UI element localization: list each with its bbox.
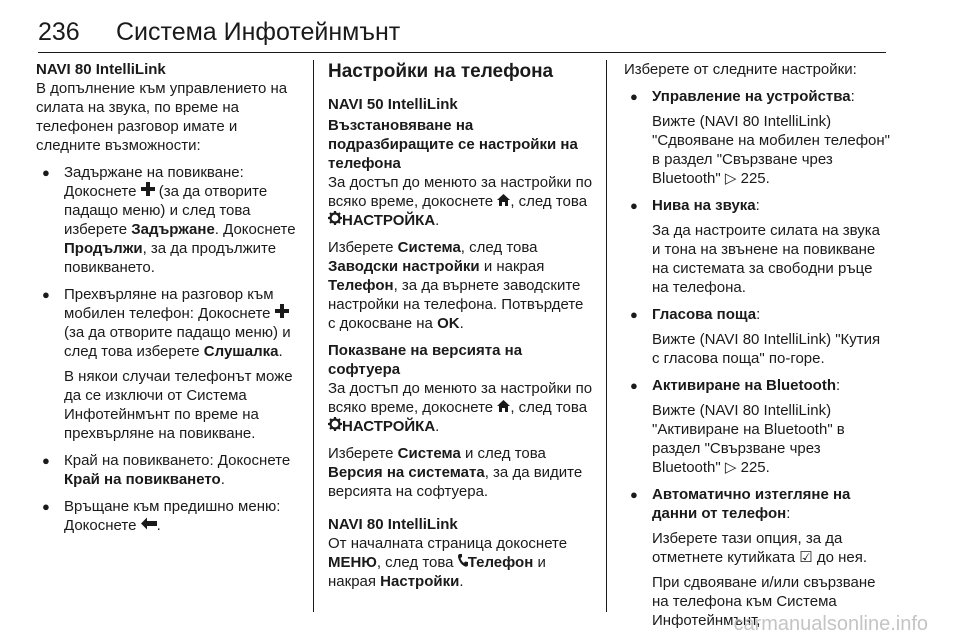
paragraph: Изберете Система и след това Версия на системата, за да видите версията на софтуера. (328, 445, 583, 500)
page-number: 236 (38, 18, 80, 46)
page-ref-icon: ▷ (724, 459, 737, 476)
back-arrow-icon (141, 517, 157, 530)
section-title: Настройки на телефона (328, 61, 554, 82)
settings-list (624, 87, 890, 630)
watermark: carmanualsonline.info (733, 613, 928, 635)
header-rule (38, 52, 886, 53)
note-text: В някои случаи телефонът може да се изключи от Система Инфотейнмънт по време на прехвърляне на повикване. (64, 368, 293, 442)
paragraph: За достъп до менюто за настройки по всяко време, докоснете , след това НАСТРОЙКА. (328, 174, 593, 229)
plus-icon (275, 304, 289, 318)
column-2 (328, 60, 594, 599)
list-item: ● Нива на звука: За да настроите силата на звука и тона на звънене на повикване на системата за свободни ръце на телефона. (624, 196, 890, 297)
home-icon (497, 194, 510, 206)
list-item: ● Задържане на повикване: Докоснете (за да отворите падащо меню) и след това изберете Задържане. Докоснете Продължи, за да продължите повикването. (36, 163, 302, 277)
bullet-list (36, 163, 302, 535)
subheading: NAVI 50 IntelliLink (328, 96, 458, 113)
page-ref-icon: ▷ (724, 170, 737, 187)
list-item: ● Гласова поща: Вижте (NAVI 80 IntelliLink) "Кутия с гласова поща" по-горе. (624, 305, 890, 368)
intro-paragraph: Изберете от следните настройки: (624, 61, 857, 78)
list-item: ● Управление на устройства: Вижте (NAVI 80 IntelliLink) "Сдвояване на мобилен телефон" в раздел "Свързване чрез Bluetooth" ▷ 225. (624, 87, 890, 188)
column-3 (624, 60, 890, 638)
paragraph: Изберете Система, след това Заводски настройки и накрая Телефон, за да върнете заводските настройки на телефона. Потвърдете с докосване на OK. (328, 239, 584, 332)
column-divider (313, 60, 314, 612)
page-header (38, 18, 886, 48)
subheading: NAVI 80 IntelliLink (328, 516, 458, 533)
section-heading: NAVI 80 IntelliLink (36, 61, 166, 78)
paragraph: За достъп до менюто за настройки по всяко време, докоснете , след това НАСТРОЙКА. (328, 380, 593, 435)
home-icon (497, 400, 510, 412)
list-item: ● Връщане към предишно меню: Докоснете . (36, 497, 302, 535)
gear-icon (328, 417, 342, 431)
list-item: ● Прехвърляне на разговор към мобилен телефон: Докоснете (за да отворите падащо меню) и след това изберете Слушалка. В някои случаи телефонът може да се изключи от Система Инфотейнмънт по време на прехвърляне на повикване. (36, 285, 302, 443)
phone-icon (458, 554, 468, 567)
column-divider (606, 60, 607, 612)
intro-paragraph: В допълнение към управлението на силата на звука, по време на телефонен разговор имате и следните възможности: (36, 80, 288, 154)
subheading: Възстановяване на подразбиращите се настройки на телефона (328, 117, 578, 172)
list-item: ● Автоматично изтегляне на данни от телефон: Изберете тази опция, за да отметнете кутийката ☑ до нея. При сдвояване и/или свързване на телефона към Система Инфотейнмънт, (624, 485, 890, 630)
list-item: ● Край на повикването: Докоснете Край на повикването. (36, 451, 302, 489)
paragraph: От началната страница докоснете МЕНЮ, след това Телефон и накрая Настройки. (328, 535, 568, 590)
plus-icon (141, 182, 155, 196)
subheading: Показване на версията на софтуера (328, 342, 523, 378)
page-title: Система Инфотейнмънт (116, 18, 401, 46)
list-item: ● Активиране на Bluetooth: Вижте (NAVI 80 IntelliLink) "Активиране на Bluetooth" в раздел "Свързване чрез Bluetooth" ▷ 225. (624, 376, 890, 477)
column-1 (36, 60, 302, 543)
gear-icon (328, 211, 342, 225)
